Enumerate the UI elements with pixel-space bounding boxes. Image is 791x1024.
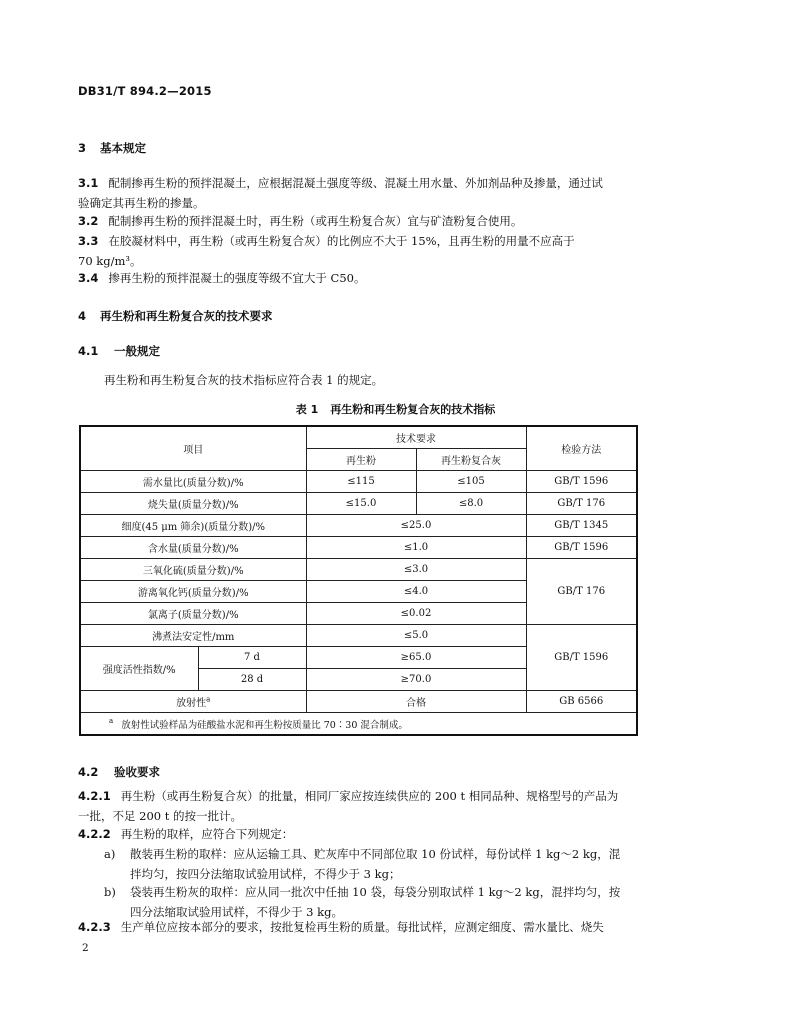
clause-number: 3.4: [78, 271, 99, 285]
table-note-row: [80, 713, 637, 736]
footnote-marker: a: [109, 717, 114, 726]
row-item: [80, 691, 306, 713]
clause-number: 4.2.2: [78, 827, 111, 841]
clause-4-2-2: [78, 824, 638, 844]
clause-text: 70 kg/m³。: [78, 254, 142, 268]
clause-number: 3.3: [78, 234, 99, 248]
clause-4-2-1: [78, 786, 638, 826]
row-method: GB/T 1596: [526, 625, 637, 691]
clause-text: 再生粉的取样，应符合下列规定：: [120, 827, 294, 841]
list-text: 四分法缩取试验用试样，不得少于 3 kg。: [130, 905, 343, 919]
clause-text: 在胶凝材料中，再生粉（或再生粉复合灰）的比例应不大于 15%，且再生粉的用量不应高于: [108, 234, 575, 248]
list-label: a): [104, 847, 116, 861]
row-item: 沸煮法安定性/mm: [80, 625, 306, 647]
header-requirement: 技术要求: [306, 426, 526, 449]
list-text: 散装再生粉的取样：应从运输工具、贮灰库中不同部位取 10 份试样，每份试样 1 kg～2 kg，混: [130, 847, 621, 861]
table-header-row: [80, 426, 637, 449]
table-row: [80, 537, 637, 559]
list-label: b): [104, 885, 116, 899]
list-text: 袋装再生粉灰的取样：应从同一批次中任抽 10 袋，每袋分别取试样 1 kg～2 kg，混拌均匀，按: [130, 885, 621, 899]
section-3-heading: [78, 140, 146, 156]
clause-text: 生产单位应按本部分的要求，按批复检再生粉的质量。每批试样，应测定细度、需水量比、烧失: [120, 920, 604, 934]
clause-number: 3.1: [78, 176, 99, 190]
row-item: 三氧化硫(质量分数)/%: [80, 559, 306, 581]
section-4-heading: [78, 308, 273, 324]
clause-text: 掺再生粉的预拌混凝土的强度等级不宜大于 C50。: [108, 271, 366, 285]
table-reference-text: 再生粉和再生粉复合灰的技术指标应符合表 1 的规定。: [104, 373, 384, 387]
header-method: 检验方法: [526, 426, 637, 471]
subsection-4-1-heading: [78, 343, 160, 359]
footnote-marker: a: [206, 695, 211, 704]
table-row: [80, 493, 637, 515]
section-title: 基本规定: [100, 141, 146, 155]
table-note: [80, 713, 637, 736]
row-age: 7 d: [198, 647, 306, 669]
row-item: 氯离子(质量分数)/%: [80, 603, 306, 625]
section-number: 4: [78, 309, 87, 323]
clause-number: 4.2.1: [78, 789, 111, 803]
row-item: 含水量(质量分数)/%: [80, 537, 306, 559]
row-item: 细度(45 μm 筛余)(质量分数)/%: [80, 515, 306, 537]
subsection-4-2-heading: [78, 764, 160, 780]
section-title: 再生粉和再生粉复合灰的技术要求: [100, 309, 273, 323]
section-number: 3: [78, 141, 87, 155]
row-value: ≤4.0: [306, 581, 526, 603]
row-value: ≥65.0: [306, 647, 526, 669]
table-row: [80, 691, 637, 713]
table-row: [80, 559, 637, 581]
row-item: 烧失量(质量分数)/%: [80, 493, 306, 515]
clause-text: 配制掺再生粉的预拌混凝土，应根据混凝土强度等级、混凝土用水量、外加剂品种及掺量，通过试: [108, 176, 603, 190]
row-item: 强度活性指数/%: [80, 647, 198, 691]
technical-indicators-table: [79, 425, 638, 736]
clause-3-1: [78, 173, 638, 213]
footnote-text: 放射性试验样品为硅酸盐水泥和再生粉按质量比 70∶30 混合制成。: [121, 719, 408, 731]
table-row: [80, 515, 637, 537]
row-powder-value: ≤15.0: [306, 493, 416, 515]
header-composite: 再生粉复合灰: [416, 449, 526, 471]
row-item: 需水量比(质量分数)/%: [80, 471, 306, 493]
row-method: GB/T 176: [526, 559, 637, 625]
clause-3-2: [78, 211, 638, 231]
row-age: 28 d: [198, 669, 306, 691]
row-method: GB 6566: [526, 691, 637, 713]
list-item-a: [104, 844, 636, 884]
clause-number: 3.2: [78, 214, 99, 228]
header-powder: 再生粉: [306, 449, 416, 471]
subsection-number: 4.2: [78, 765, 99, 779]
table-row: [80, 471, 637, 493]
row-method: GB/T 1345: [526, 515, 637, 537]
row-method: GB/T 176: [526, 493, 637, 515]
subsection-title: 一般规定: [114, 344, 160, 358]
table-title: 再生粉和再生粉复合灰的技术指标: [330, 403, 496, 416]
row-item-text: 放射性: [176, 698, 207, 709]
clause-4-2-3: [78, 917, 638, 937]
row-powder-value: ≤115: [306, 471, 416, 493]
row-value: ≥70.0: [306, 669, 526, 691]
clause-text: 验确定其再生粉的掺量。: [78, 196, 205, 210]
subsection-number: 4.1: [78, 344, 99, 358]
list-text: 拌均匀，按四分法缩取试验用试样，不得少于 3 kg；: [130, 867, 401, 881]
row-value: ≤1.0: [306, 537, 526, 559]
row-value: ≤25.0: [306, 515, 526, 537]
row-value: ≤0.02: [306, 603, 526, 625]
clause-3-3: [78, 231, 638, 271]
row-value: ≤5.0: [306, 625, 526, 647]
table-label: 表 1: [295, 403, 319, 416]
list-item-b: [104, 882, 636, 922]
row-value: ≤3.0: [306, 559, 526, 581]
clause-number: 4.2.3: [78, 920, 111, 934]
table-caption: [0, 401, 791, 417]
page-number: 2: [82, 942, 89, 954]
standard-number: DB31/T 894.2—2015: [78, 84, 212, 98]
row-composite-value: ≤8.0: [416, 493, 526, 515]
header-item: 项目: [80, 426, 306, 471]
row-method: GB/T 1596: [526, 537, 637, 559]
row-method: GB/T 1596: [526, 471, 637, 493]
subsection-title: 验收要求: [114, 765, 160, 779]
row-composite-value: ≤105: [416, 471, 526, 493]
clause-text: 配制掺再生粉的预拌混凝土时，再生粉（或再生粉复合灰）宜与矿渣粉复合使用。: [108, 214, 523, 228]
table-row: [80, 625, 637, 647]
clause-3-4: [78, 268, 638, 288]
row-value: 合格: [306, 691, 526, 713]
clause-text: 一批，不足 200 t 的按一批计。: [78, 809, 243, 823]
row-item: 游离氧化钙(质量分数)/%: [80, 581, 306, 603]
clause-text: 再生粉（或再生粉复合灰）的批量，相同厂家应按连续供应的 200 t 相同品种、规格型号的产品为: [120, 789, 619, 803]
